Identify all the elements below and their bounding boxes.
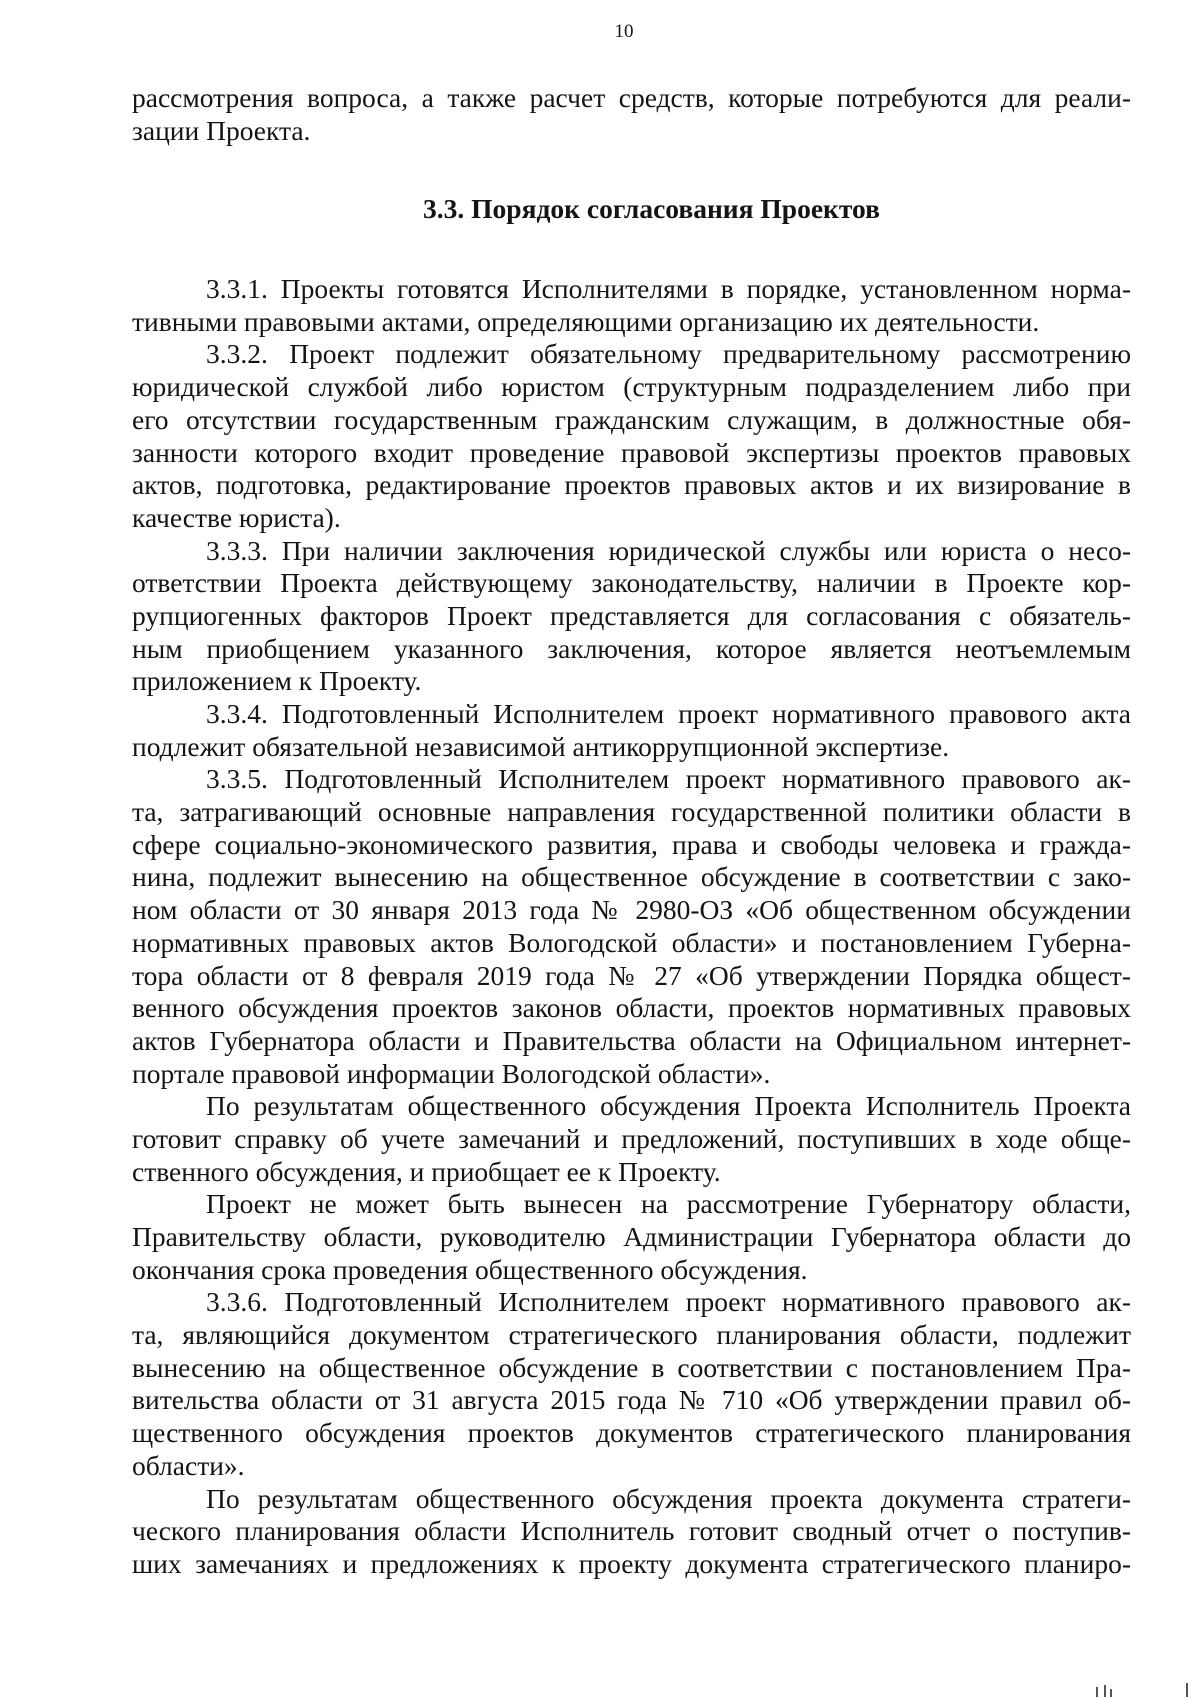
text-line: По результатам общественного обсуждения Проекта Исполнитель Проекта (206, 1090, 1131, 1122)
text-line: 3.3.2. Проект подлежит обязательному предварительному рассмотрению (206, 338, 1131, 370)
text-line: щественного обсуждения проектов документов стратегического планирования (132, 1417, 1131, 1449)
text-line: ших замечаниях и предложениях к проекту документа стратегического планиро- (132, 1547, 1131, 1579)
text-line: Правительству области, руководителю Администрации Губернатора области до (132, 1221, 1131, 1253)
text-line: По результатам общественного обсуждения проекта документа стратеги- (206, 1482, 1131, 1514)
text-line: тора области от 8 февраля 2019 года № 27 «Об утверждении Порядка общест- (132, 959, 1131, 991)
text-line: подлежит обязательной независимой антикоррупционной экспертизе. (132, 730, 950, 762)
text-line: 3.3.5. Подготовленный Исполнителем проект нормативного правового ак- (206, 763, 1131, 795)
text-line: зации Проекта. (132, 114, 311, 146)
text-line: та, затрагивающий основные направления государственной политики области в (132, 796, 1131, 828)
text-line: рассмотрения вопроса, а также расчет средств, которые потребуются для реали- (132, 82, 1131, 113)
text-line: портале правовой информации Вологодской области». (132, 1057, 771, 1089)
text-line: окончания срока проведения общественного обсуждения. (132, 1253, 808, 1285)
text-line: занности которого входит проведение правовой экспертизы проектов правовых (132, 436, 1131, 468)
text-line: рупциогенных факторов Проект представляется для согласования с обязатель- (132, 599, 1131, 631)
text-line: венного обсуждения проектов законов области, проектов нормативных правовых (132, 992, 1131, 1024)
text-line: ответствии Проекта действующему законодательству, наличии в Проекте кор- (132, 567, 1131, 599)
text-line: области». (132, 1449, 245, 1481)
text-line: ным приобщением указанного заключения, которое является неотъемлемым (132, 632, 1131, 664)
text-line: 3.3.6. Подготовленный Исполнителем проект нормативного правового ак- (206, 1286, 1131, 1318)
text-line: готовит справку об учете замечаний и предложений, поступивших в ходе обще- (132, 1122, 1131, 1154)
document-body (132, 82, 1131, 1581)
text-line: юридической службой либо юристом (структурным подразделением либо при (132, 371, 1131, 403)
text-line: ном области от 30 января 2013 года № 2980-ОЗ «Об общественном обсуждении (132, 894, 1131, 926)
text-line: ческого планирования области Исполнитель готовит сводный отчет о поступив- (132, 1515, 1131, 1547)
text-line: актов, подготовка, редактирование проектов правовых актов и их визирование в (132, 469, 1131, 501)
text-line: качестве юриста). (132, 501, 341, 533)
text-line: Проект не может быть вынесен на рассмотрение Губернатору области, (206, 1188, 1131, 1220)
text-line: актов Губернатора области и Правительства области на Официальном интернет- (132, 1024, 1131, 1056)
text-line: ственного обсуждения, и приобщает ее к Проекту. (132, 1155, 721, 1187)
text-line: вынесению на общественное обсуждение в соответствии с постановлением Пра- (132, 1351, 1131, 1383)
text-line: вительства области от 31 августа 2015 года № 710 «Об утверждении правил об- (132, 1384, 1131, 1416)
text-line: тивными правовыми актами, определяющими организацию их деятельности. (132, 305, 1040, 337)
text-line: 3.3.1. Проекты готовятся Исполнителями в порядке, установленном норма- (206, 273, 1131, 305)
text-line: 3.3.4. Подготовленный Исполнителем проект нормативного правового акта (206, 698, 1131, 730)
text-line: 3.3.3. При наличии заключения юридической службы или юриста о несо- (206, 534, 1131, 566)
text-line: та, являющийся документом стратегического планирования области, подлежит (132, 1319, 1131, 1351)
text-line: сфере социально-экономического развития, права и свободы человека и гражда- (132, 828, 1131, 860)
text-line: нина, подлежит вынесению на общественное обсуждение в соответствии с зако- (132, 861, 1131, 893)
scan-edge-marks (1078, 1678, 1198, 1697)
text-line: приложением к Проекту. (132, 665, 422, 697)
section-heading: 3.3. Порядок согласования Проектов (423, 193, 880, 225)
text-line: его отсутствии государственным гражданским служащим, в должностные обя- (132, 403, 1131, 435)
page-number: 10 (614, 21, 634, 42)
text-line: нормативных правовых актов Вологодской области» и постановлением Губерна- (132, 926, 1131, 958)
